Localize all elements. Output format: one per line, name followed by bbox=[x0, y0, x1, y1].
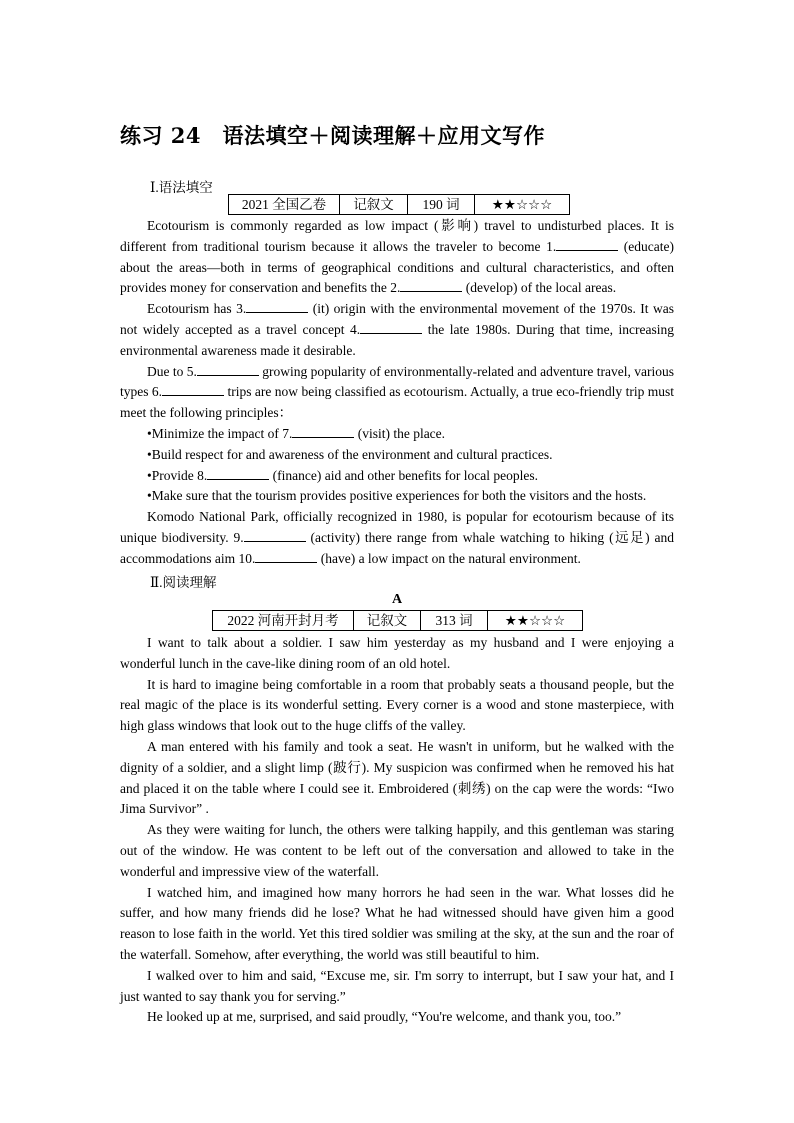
bullet-item: •Build respect for and awareness of the environment and cultural practices. bbox=[147, 446, 553, 462]
paragraph: I want to talk about a soldier. I saw him yesterday as my husband and I were enjoying a wonderful lunch in the cave-like dining room of an old hotel. bbox=[120, 635, 674, 671]
info-source: 2021 全国乙卷 bbox=[229, 195, 340, 215]
source-info-table bbox=[228, 194, 570, 215]
paragraph: As they were waiting for lunch, the others were talking happily, and this gentleman was staring out of the window. He was content to be left out of the conversation and allowed to take in the wonderful and impressive view of the waterfall. bbox=[120, 822, 674, 879]
info-genre: 记叙文 bbox=[340, 195, 408, 215]
paragraph: It is hard to imagine being comfortable in a room that probably seats a thousand people, but the real magic of the place is its wonderful setting. Every corner is a wood and stone masterpiece, with high glass windows that look out to the huge cliffs of the valley. bbox=[120, 676, 674, 734]
answer-blank-8[interactable] bbox=[207, 466, 269, 480]
answer-blank-2[interactable] bbox=[400, 278, 462, 292]
answer-blank-7[interactable] bbox=[292, 424, 354, 438]
paragraph: Ecotourism has 3. (it) origin with the environmental movement of the 1970s. It was not widely accepted as a travel concept 4. the late 1980s. During that time, increasing environmental awareness made it desirable. bbox=[120, 301, 674, 358]
bullet-item: •Minimize the impact of 7. (visit) the place. bbox=[147, 425, 446, 441]
answer-blank-1[interactable] bbox=[556, 237, 618, 251]
info-genre: 记叙文 bbox=[354, 611, 421, 631]
section-heading-reading: Ⅱ.阅读理解 bbox=[150, 575, 217, 590]
answer-blank-9[interactable] bbox=[244, 528, 306, 542]
info-difficulty: ★★☆☆☆ bbox=[475, 195, 570, 215]
answer-blank-6[interactable] bbox=[162, 382, 224, 396]
answer-blank-5[interactable] bbox=[197, 362, 259, 376]
answer-blank-4[interactable] bbox=[360, 320, 422, 334]
grammar-passage bbox=[120, 216, 674, 570]
source-info-table bbox=[212, 610, 583, 631]
section-heading-grammar: Ⅰ.语法填空 bbox=[150, 180, 213, 195]
info-wordcount: 190 词 bbox=[408, 195, 475, 215]
paragraph: He looked up at me, surprised, and said proudly, “You're welcome, and thank you, too.” bbox=[147, 1009, 622, 1025]
info-source: 2022 河南开封月考 bbox=[213, 611, 354, 631]
page-title: 练习 24 语法填空＋阅读理解＋应用文写作 bbox=[120, 123, 546, 148]
info-wordcount: 313 词 bbox=[421, 611, 488, 631]
answer-blank-3[interactable] bbox=[246, 299, 308, 313]
paragraph: Ecotourism is commonly regarded as low impact (影响) travel to undisturbed places. It is different from traditional tourism because it allows the traveler to become 1. (educate) about the areas—both in terms of geographical conditions and cultural characteristics, and often provides money for conservation and benefits the 2. (develop) of the local areas. bbox=[120, 218, 674, 296]
paragraph: A man entered with his family and took a seat. He wasn't in uniform, but he walked with the dignity of a soldier, and a slight limp (跛行). My suspicion was confirmed when he removed his hat and placed it on the table where I could see it. Embroidered (刺绣) on the cap were the words: “Iwo Jima Survivor” . bbox=[120, 738, 674, 817]
paragraph: Komodo National Park, officially recognized in 1980, is popular for ecotourism because of its unique biodiversity. 9. (activity) there range from whale watching to hiking (远足) and accommodations aim 10. (have) a low impact on the natural environment. bbox=[120, 509, 674, 566]
bullet-item: •Make sure that the tourism provides positive experiences for both the visitors and the hosts. bbox=[147, 488, 647, 504]
bullet-item: •Provide 8. (finance) aid and other benefits for local peoples. bbox=[147, 467, 538, 483]
info-difficulty: ★★☆☆☆ bbox=[488, 611, 583, 631]
reading-passage bbox=[120, 633, 674, 1028]
paragraph: I walked over to him and said, “Excuse me, sir. I'm sorry to interrupt, but I saw your hat, and I just wanted to say thank you for serving.” bbox=[120, 967, 674, 1004]
paragraph: I watched him, and imagined how many horrors he had seen in the war. What losses did he suffer, and how many friends did he lose? What he had witnessed should have given him a good reason to lose faith in the world. Yet this tired soldier was smiling at the sky, at the sun and the roar of the waterfall. Somehow, after everything, the world was still beautiful to him. bbox=[120, 884, 674, 962]
passage-label: A bbox=[391, 592, 403, 607]
answer-blank-10[interactable] bbox=[255, 549, 317, 563]
paragraph: Due to 5. growing popularity of environmentally-related and adventure travel, various types 6. trips are now being classified as ecotourism. Actually, a true eco-friendly trip must meet the following principles： bbox=[120, 363, 674, 421]
